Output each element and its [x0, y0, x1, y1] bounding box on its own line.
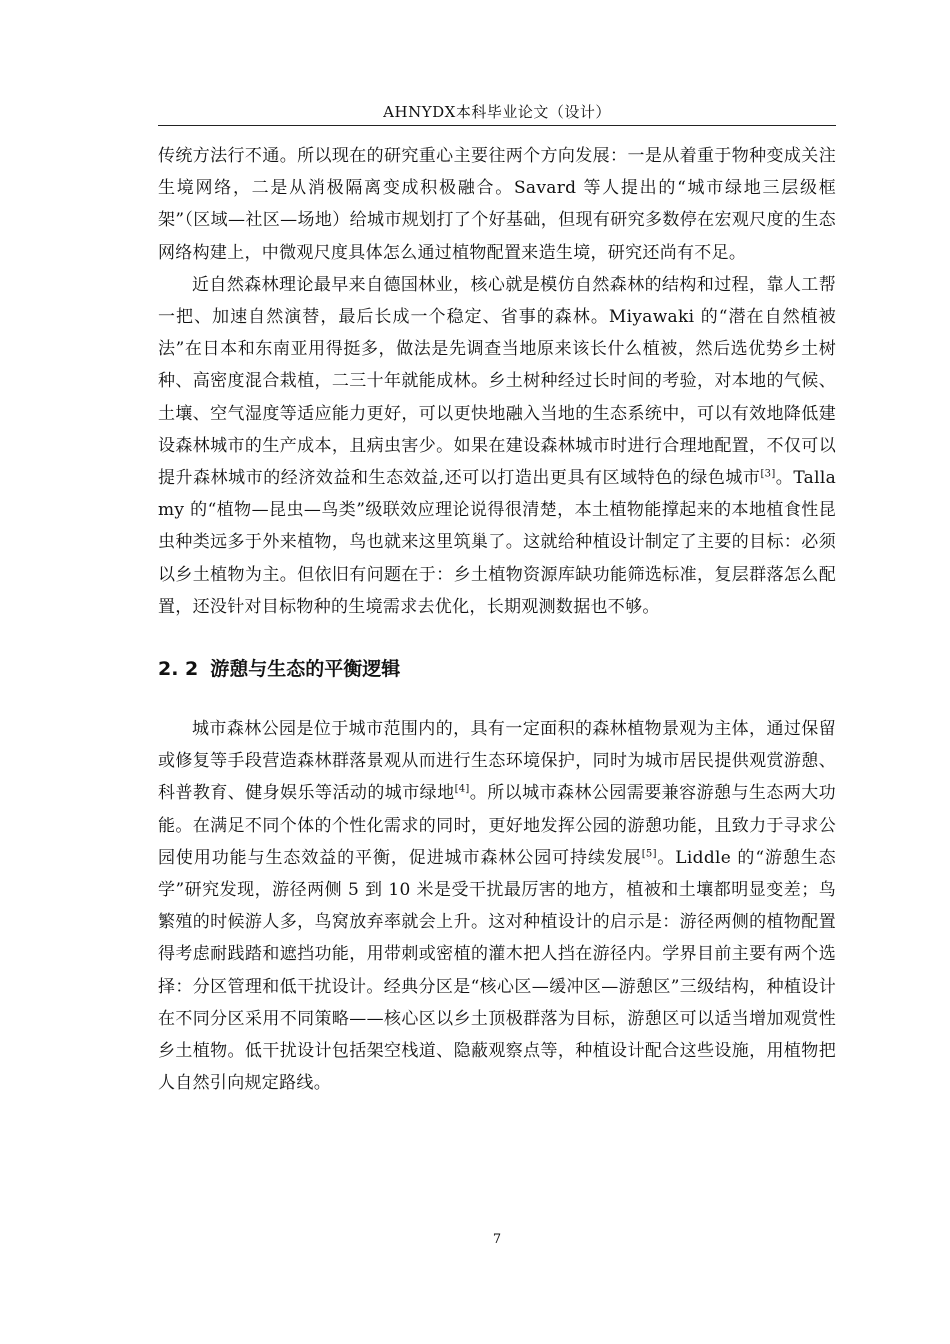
page-body	[158, 140, 836, 1099]
running-header: AHNYDX本科毕业论文（设计）	[383, 103, 611, 121]
header-rule	[158, 125, 836, 126]
paragraph-text: 近自然森林理论最早来自德国林业，核心就是模仿自然森林的结构和过程，靠人工帮一把、加速自然演替，最后长成一个稳定、省事的森林。Miyawaki 的“潜在自然植被法”在日本和东南亚用得挺多，做法是先调查当地原来该长什么植被，然后选优势乡土树种、高密度混合栽植，二三十年就能成林。乡土树种经过长时间的考验，对本地的气候、土壤、空气湿度等适应能力更好，可以更快地融入当地的生态系统中，可以有效地降低建设森林城市的生产成本，且病虫害少。如果在建设森林城市时进行合理地配置，不仅可以提升森林城市的经济效益和生态效益,还可以打造出更具有区域特色的绿色城市	[158, 274, 836, 489]
paragraph-text: 。所以城市森林公园需要兼容游憩与生态两大功能。在满足不同个体的个性化需求的同时，更好地发挥公园的游憩功能，且致力于寻求公园使用功能与生态效益的平衡，促进城市森林公园可持续发展	[158, 783, 836, 868]
paragraph-text: 。Liddle 的“游憩生态学”研究发现，游径两侧 5 到 10 米是受干扰最厉害的地方，植被和土壤都明显变差；鸟繁殖的时候游人多，鸟窝放弃率就会上升。这对种植设计的启示是：游径两侧的植物配置得考虑耐践踏和遮挡功能，用带刺或密植的灌木把人挡在游径内。学界目前主要有两个选择：分区管理和低干扰设计。经典分区是“核心区—缓冲区—游憩区”三级结构，种植设计在不同分区采用不同策略——核心区以乡土顶极群落为目标，游憩区可以适当增加观赏性乡土植物。低干扰设计包括架空栈道、隐蔽观察点等，种植设计配合这些设施，用植物把人自然引向规定路线。	[158, 847, 836, 1094]
page-number: 7	[492, 1232, 502, 1247]
paragraph-text: 。Tallamy 的“植物—昆虫—鸟类”级联效应理论说得很清楚，本土植物能撑起来的本地植食性昆虫种类远多于外来植物，鸟也就来这里筑巢了。这就给种植设计制定了主要的目标：必须以乡土植物为主。但依旧有问题在于：乡土植物资源库缺功能筛选标准，复层群落怎么配置，还没针对目标物种的生境需求去优化，长期观测数据也不够。	[158, 468, 836, 617]
citation-ref-3[interactable]: [3]	[760, 468, 776, 480]
section-number: 2. 2	[158, 658, 199, 681]
paragraph-text: 城市森林公园是位于城市范围内的，具有一定面积的森林植物景观为主体，通过保留或修复等手段营造森林群落景观从而进行生态环境保护，同时为城市居民提供观赏游憩、科普教育、健身娱乐等活动的城市绿地	[158, 719, 836, 804]
paragraph-near-natural-forest	[158, 269, 836, 623]
citation-ref-4[interactable]: [4]	[454, 783, 470, 795]
section-heading	[158, 653, 836, 685]
citation-ref-5[interactable]: [5]	[641, 848, 657, 860]
paragraph-continued: 传统方法行不通。所以现在的研究重心主要往两个方向发展：一是从着重于物种变成关注生境网络，二是从消极隔离变成积极融合。Savard 等人提出的“城市绿地三层级框架”（区域—社区—场地）给城市规划打了个好基础，但现有研究多数停在宏观尺度的生态网络构建上，中微观尺度具体怎么通过植物配置来造生境，研究还尚有不足。	[158, 146, 836, 263]
paragraph-urban-forest-park	[158, 713, 836, 1099]
section-title: 游憩与生态的平衡逻辑	[210, 658, 401, 681]
